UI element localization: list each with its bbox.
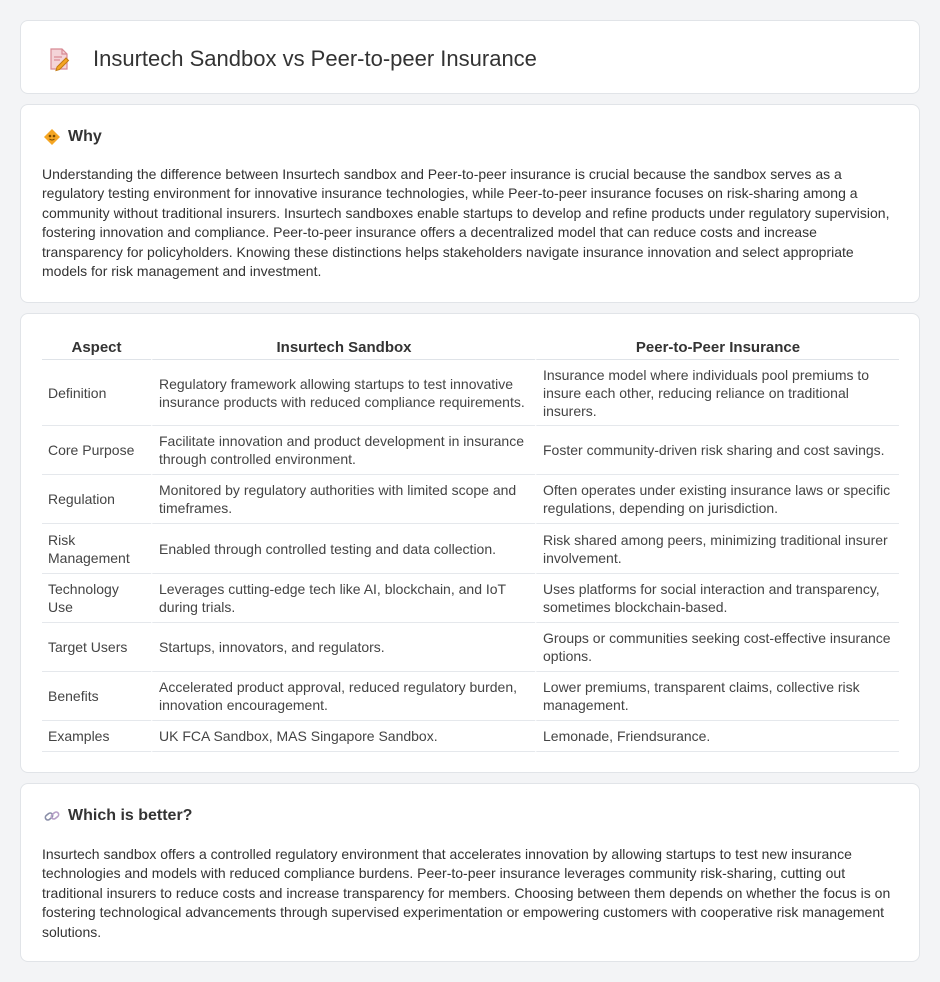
why-text: Understanding the difference between Insurtech sandbox and Peer-to-peer insurance is crucial because the sandbox serves as a regulatory testing environment for innovative insurance technologies, while Peer-to-peer insurance focuses on risk-sharing among a community without traditional insurers. Insurtech sandboxes enable startups to develop and refine products under regulatory supervision, fostering innovation and compliance. Peer-to-peer insurance offers a decentralized model that can reduce costs and increase transparency for policyholders. Knowing these distinctions helps stakeholders navigate insurance innovation and select appropriate models for risk management and investment. xyxy=(42,166,890,280)
better-text: Insurtech sandbox offers a controlled regulatory environment that accelerates innovation by allowing startups to test new insurance technologies and models with reduced compliance burdens. Peer-to-peer insurance leverages community risk-sharing, cutting out traditional insurers to reduce costs and increase transparency for members. Choosing between them depends on whether the focus is on fostering technological advancements through supervised experimentation or empowering customers with cooperative risk management solutions. xyxy=(42,846,891,940)
why-section xyxy=(20,104,920,303)
row-p2p: Risk shared among peers, minimizing traditional insurer involvement. xyxy=(535,524,899,574)
row-aspect: Core Purpose xyxy=(42,426,151,475)
table-row xyxy=(42,672,899,721)
row-p2p: Groups or communities seeking cost-effective insurance options. xyxy=(535,623,899,672)
header-peer-to-peer: Peer-to-Peer Insurance xyxy=(535,335,899,360)
table-row xyxy=(42,524,899,574)
link-icon xyxy=(43,807,61,825)
table-header-row xyxy=(42,335,899,360)
row-sandbox: Leverages cutting-edge tech like AI, blockchain, and IoT during trials. xyxy=(151,574,535,623)
table-row xyxy=(42,360,899,426)
page-title: Insurtech Sandbox vs Peer-to-peer Insurance xyxy=(93,46,537,71)
row-sandbox: Accelerated product approval, reduced regulatory burden, innovation encouragement. xyxy=(151,672,535,721)
row-aspect: Risk Management xyxy=(42,524,151,574)
row-sandbox: Startups, innovators, and regulators. xyxy=(151,623,535,672)
row-sandbox: Enabled through controlled testing and data collection. xyxy=(151,524,535,574)
row-sandbox: Monitored by regulatory authorities with limited scope and timeframes. xyxy=(151,475,535,524)
diamond-icon xyxy=(43,128,61,146)
table-row xyxy=(42,475,899,524)
table-row xyxy=(42,721,899,752)
row-sandbox: UK FCA Sandbox, MAS Singapore Sandbox. xyxy=(151,721,535,752)
table-row xyxy=(42,623,899,672)
table-row xyxy=(42,574,899,623)
row-p2p: Often operates under existing insurance laws or specific regulations, depending on jurisdiction. xyxy=(535,475,899,524)
row-sandbox: Regulatory framework allowing startups to test innovative insurance products with reduced compliance requirements. xyxy=(151,360,535,426)
why-heading: Why xyxy=(68,128,102,145)
row-p2p: Insurance model where individuals pool premiums to insure each other, reducing reliance on traditional insurers. xyxy=(535,360,899,426)
row-aspect: Definition xyxy=(42,360,151,426)
comparison-card xyxy=(20,313,920,773)
header-aspect: Aspect xyxy=(42,335,151,360)
row-aspect: Target Users xyxy=(42,623,151,672)
better-section xyxy=(20,783,920,962)
document-pencil-icon xyxy=(46,46,72,72)
row-p2p: Foster community-driven risk sharing and cost savings. xyxy=(535,426,899,475)
row-aspect: Examples xyxy=(42,721,151,752)
title-card xyxy=(20,20,920,94)
row-sandbox: Facilitate innovation and product development in insurance through controlled environment. xyxy=(151,426,535,475)
row-p2p: Lemonade, Friendsurance. xyxy=(535,721,899,752)
row-p2p: Uses platforms for social interaction and transparency, sometimes blockchain-based. xyxy=(535,574,899,623)
row-aspect: Technology Use xyxy=(42,574,151,623)
table-row xyxy=(42,426,899,475)
row-aspect: Regulation xyxy=(42,475,151,524)
row-p2p: Lower premiums, transparent claims, collective risk management. xyxy=(535,672,899,721)
comparison-table xyxy=(42,335,899,752)
header-insurtech-sandbox: Insurtech Sandbox xyxy=(151,335,535,360)
row-aspect: Benefits xyxy=(42,672,151,721)
better-heading: Which is better? xyxy=(68,807,193,824)
